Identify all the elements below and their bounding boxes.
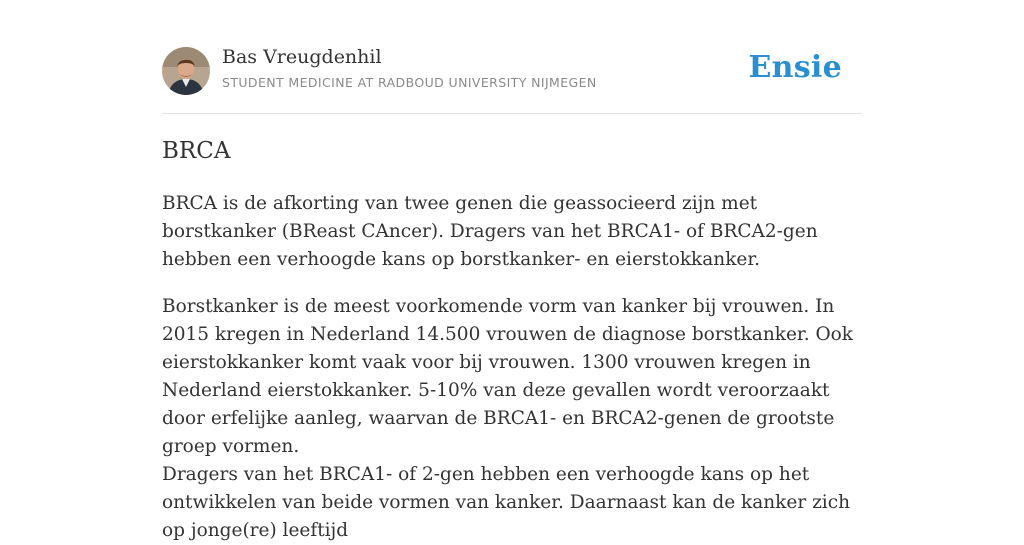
page [162, 0, 862, 541]
author-header [162, 0, 862, 114]
author-role: STUDENT MEDICINE AT RADBOUD UNIVERSITY NIJMEGEN [222, 75, 597, 90]
article-paragraph: BRCA is de afkorting van twee genen die geassocieerd zijn met borstkanker (BReast CAncer). Dragers van het BRCA1- of BRCA2-gen hebben een verhoogde kans op borstkanker- en eierstokkanker. [162, 193, 818, 270]
ensie-logo[interactable]: Ensie [748, 50, 842, 85]
article-paragraph: Borstkanker is de meest voorkomende vorm van kanker bij vrouwen. In 2015 kregen in Nederland 14.500 vrouwen de diagnose borstkanker. Ook eierstokkanker komt vaak voor bij vrouwen. 1300 vrouwen kregen in Nederland eierstokkanker. 5-10% van deze gevallen wordt veroorzaakt door erfelijke aanleg, waarvan de BRCA1- en BRCA2-genen de grootste groep vormen. [162, 296, 853, 457]
author-name[interactable]: Bas Vreugdenhil [222, 46, 382, 68]
article-paragraph: Dragers van het BRCA1- of 2-gen hebben een verhoogde kans op het ontwikkelen van beide vormen van kanker. Daarnaast kan de kanker zich op jonge(re) leeftijd [162, 464, 851, 541]
avatar[interactable] [162, 47, 210, 95]
article-title: BRCA [162, 138, 231, 164]
avatar-image [162, 47, 210, 95]
